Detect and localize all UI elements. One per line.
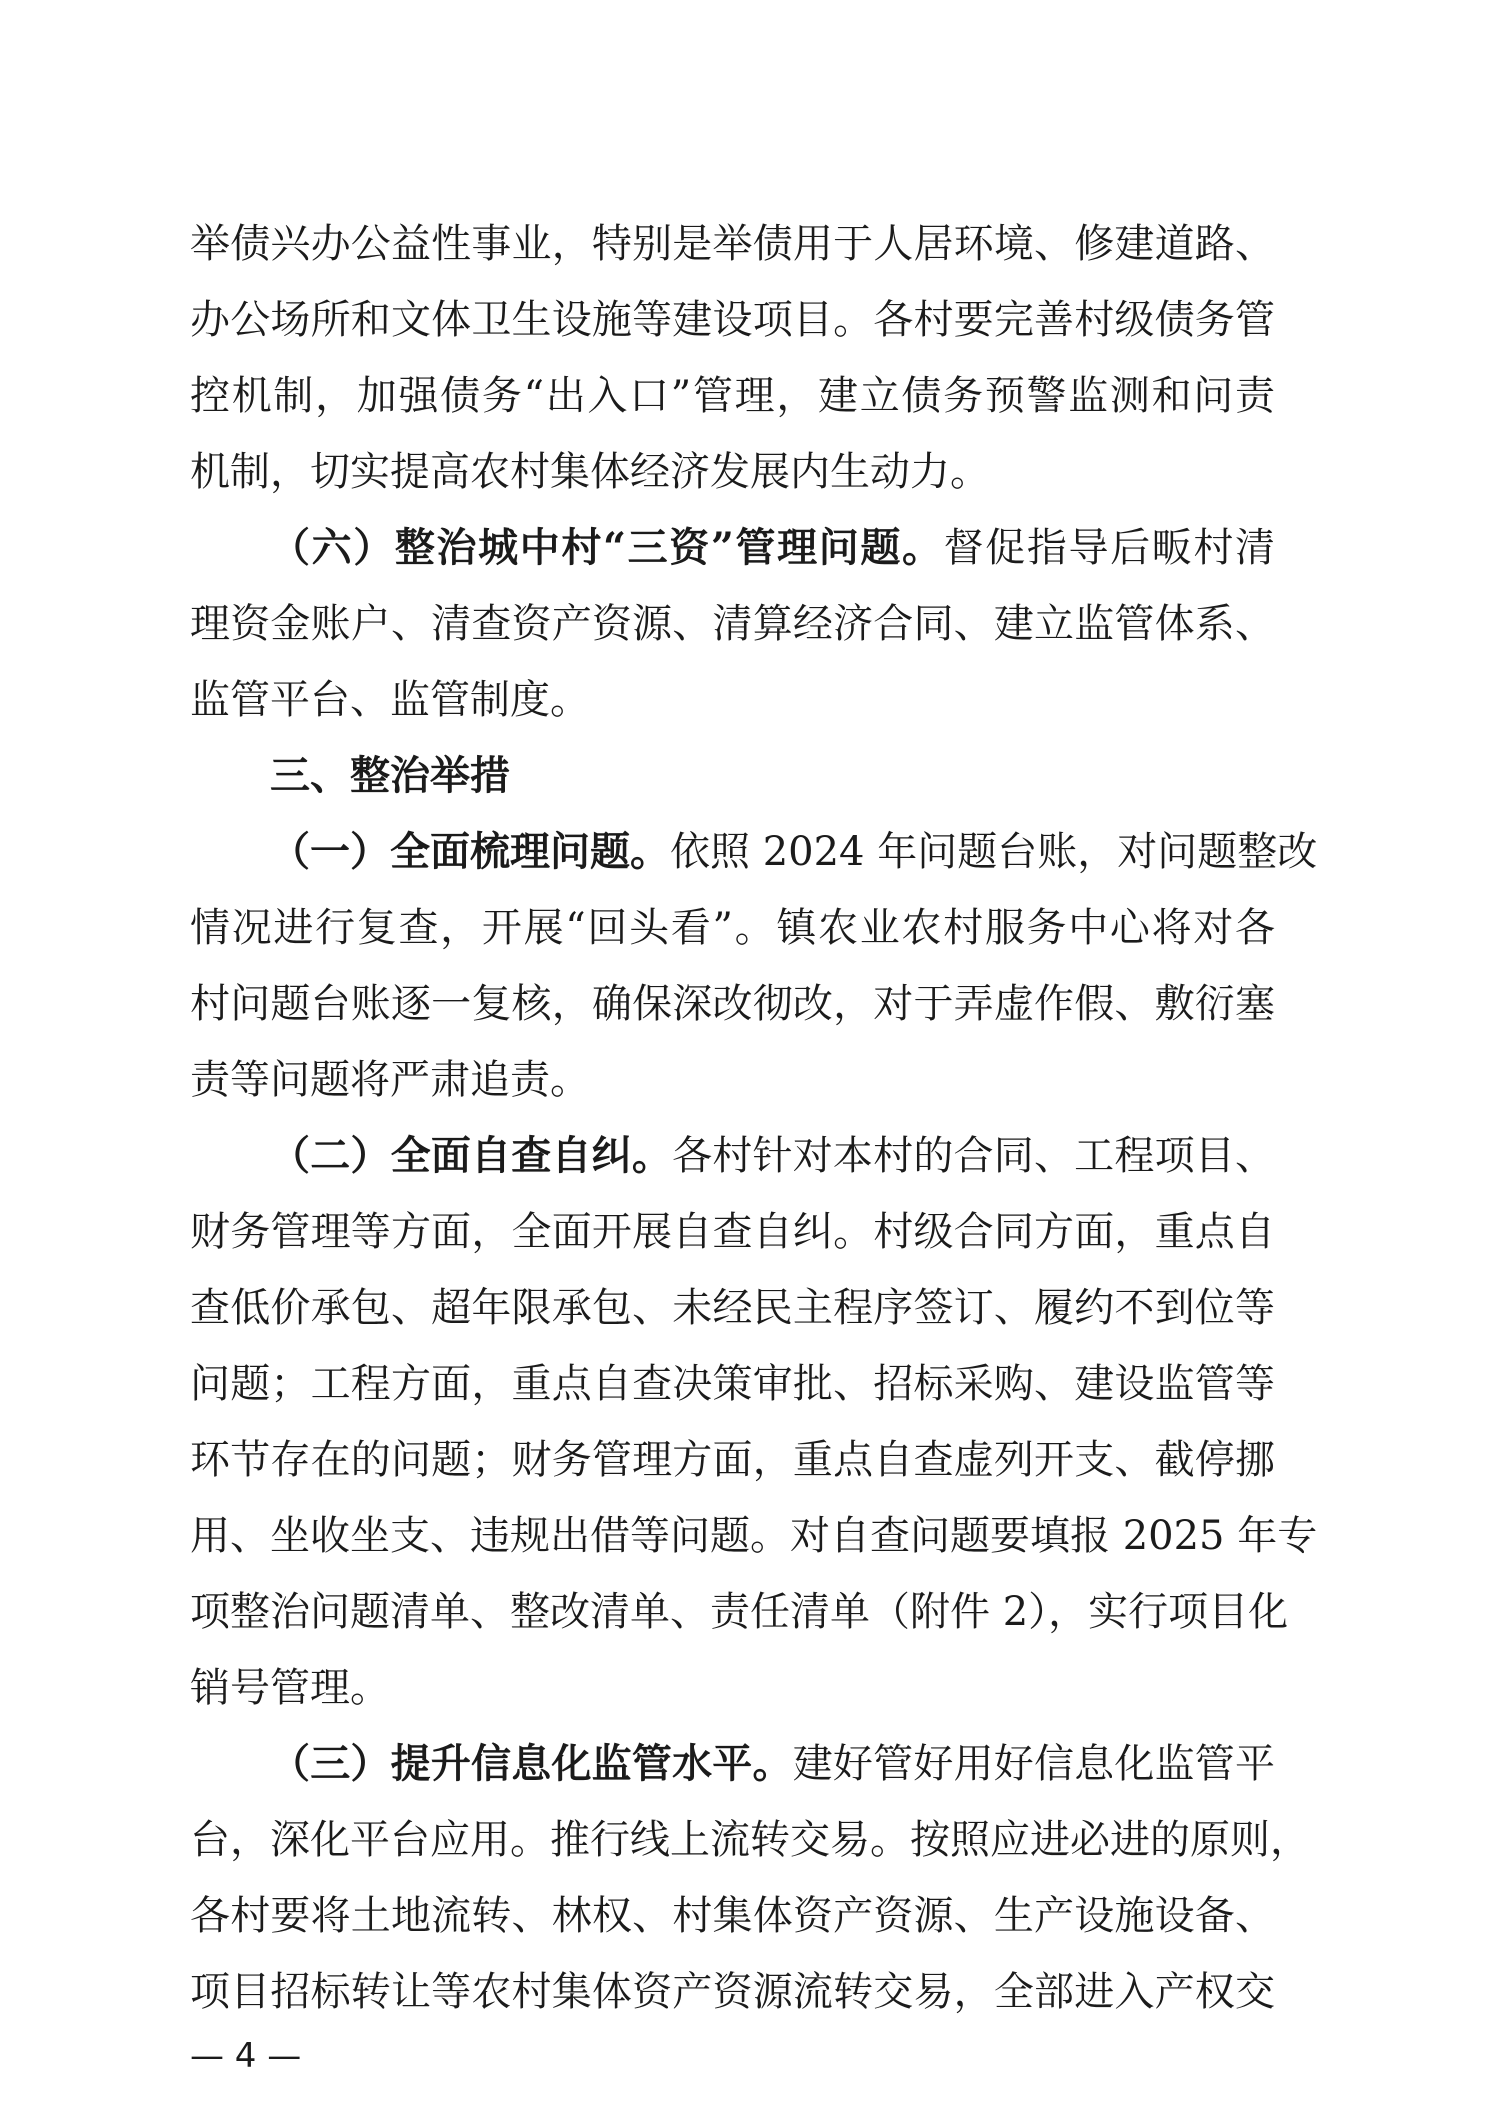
paragraph-line: 举债兴办公益性事业，特别是举债用于人居环境、修建道路、 <box>190 221 1275 267</box>
section-heading: 三、整治举措 <box>270 753 510 799</box>
subsection-two-title: （二）全面自查自纠。 <box>270 1132 673 1179</box>
paragraph-line: 情况进行复查，开展“回头看”。镇农业农村服务中心将对各 <box>190 905 1275 951</box>
paragraph-line: 控机制，加强债务“出入口”管理，建立债务预警监测和问责 <box>190 373 1275 419</box>
subsection-two-title-line: （二）全面自查自纠。各村针对本村的合同、工程项目、 <box>270 1132 1276 1179</box>
paragraph-line: 用、坐收坐支、违规出借等问题。对自查问题要填报 2025 年专 <box>190 1513 1318 1559</box>
paragraph-line: 办公场所和文体卫生设施等建设项目。各村要完善村级债务管 <box>190 297 1275 343</box>
paragraph-line: 项整治问题清单、整改清单、责任清单（附件 2），实行项目化 <box>190 1589 1289 1635</box>
section-six-title: （六）整治城中村“三资”管理问题。 <box>270 524 944 571</box>
subsection-one-title-line: （一）全面梳理问题。依照 2024 年问题台账，对问题整改 <box>270 828 1318 875</box>
paragraph-line: 监管平台、监管制度。 <box>190 677 590 723</box>
section-six-title-line: （六）整治城中村“三资”管理问题。督促指导后畈村清 <box>270 524 1276 571</box>
paragraph-line: 项目招标转让等农村集体资产资源流转交易，全部进入产权交 <box>190 1969 1275 2015</box>
subsection-three-title: （三）提升信息化监管水平。 <box>270 1740 793 1787</box>
paragraph-line: 村问题台账逐一复核，确保深改彻改，对于弄虚作假、敷衍塞 <box>190 981 1275 1027</box>
paragraph-line: 环节存在的问题；财务管理方面，重点自查虚列开支、截停挪 <box>190 1437 1275 1483</box>
paragraph-line: 各村要将土地流转、林权、村集体资产资源、生产设施设备、 <box>190 1893 1275 1939</box>
subsection-one-title: （一）全面梳理问题。 <box>270 828 670 875</box>
paragraph-line: 销号管理。 <box>190 1665 390 1711</box>
page-number: — 4 — <box>190 2036 302 2076</box>
paragraph-line: 台，深化平台应用。推行线上流转交易。按照应进必进的原则， <box>190 1817 1310 1863</box>
paragraph-line: 责等问题将严肃追责。 <box>190 1057 590 1103</box>
subsection-three-title-line: （三）提升信息化监管水平。建好管好用好信息化监管平 <box>270 1740 1276 1787</box>
paragraph-line: 财务管理等方面，全面开展自查自纠。村级合同方面，重点自 <box>190 1209 1275 1255</box>
paragraph-line: 机制，切实提高农村集体经济发展内生动力。 <box>190 449 990 495</box>
paragraph-line: 理资金账户、清查资产资源、清算经济合同、建立监管体系、 <box>190 601 1275 647</box>
paragraph-line: 查低价承包、超年限承包、未经民主程序签订、履约不到位等 <box>190 1285 1275 1331</box>
paragraph-line: 问题；工程方面，重点自查决策审批、招标采购、建设监管等 <box>190 1361 1275 1407</box>
